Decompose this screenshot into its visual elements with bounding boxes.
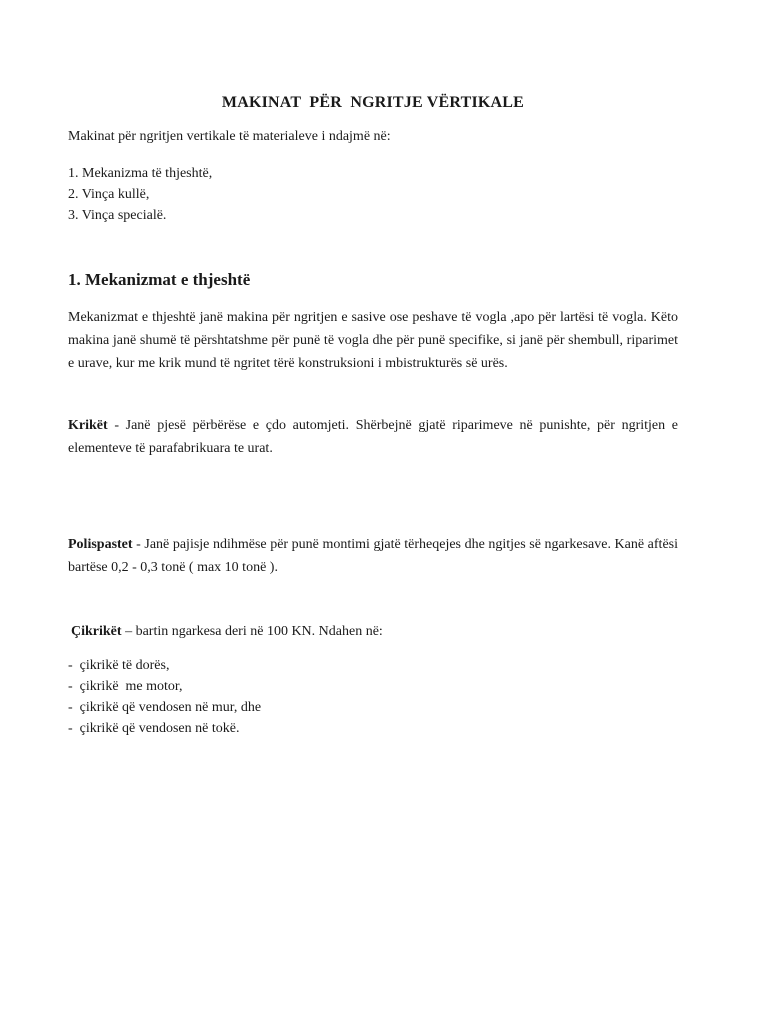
cikriket-list [68,655,261,739]
polispastet-term: Polispastet [68,537,133,552]
kriket-text: - Janë pjesë përbërëse e çdo automjeti. Shërbejnë gjatë riparimeve në punishte, për ngritjen e elementeve të parafabrikuara te urat. [68,418,678,456]
list-item: - çikrikë të dorës, [68,658,170,673]
kriket-term: Krikët [68,418,108,433]
list-item: - çikrikë që vendosen në tokë. [68,721,240,736]
document-title: MAKINAT PËR NGRITJE VËRTIKALE [221,94,525,111]
section-heading: 1. Mekanizmat e thjeshtë [68,270,251,289]
section-paragraph: Mekanizmat e thjeshtë janë makina për ngritjen e sasive ose peshave të vogla ,apo për lartësi të vogla. Këto makina janë shumë të përshtatshme për punë të vogla dhe për punë specifike, si janë për shembull, riparimet e urave, kur me krik mund të ngritet tërë konstruksioni i mbistrukturës së urës. [68,310,678,371]
document-page [68,0,678,1024]
polispastet-paragraph [68,533,678,579]
cikriket-term: Çikrikët [71,624,122,639]
types-list [68,163,212,226]
polispastet-text: - Janë pajisje ndihmëse për punë montimi gjatë tërheqejes dhe ngitjes së ngarkesave. Kanë aftësi bartëse 0,2 - 0,3 tonë ( max 10 tonë ). [68,537,678,575]
cikriket-text: – bartin ngarkesa deri në 100 KN. Ndahen në: [121,624,383,639]
list-item: 1. Mekanizma të thjeshtë, [68,166,213,181]
list-item: 3. Vinça specialë. [68,208,167,223]
list-item: - çikrikë që vendosen në mur, dhe [68,700,262,715]
cikriket-paragraph [71,620,678,643]
list-item: - çikrikë me motor, [68,679,183,694]
list-item: 2. Vinça kullë, [68,187,150,202]
intro-text: Makinat për ngritjen vertikale të materialeve i ndajmë në: [68,129,391,144]
kriket-paragraph [68,414,678,460]
